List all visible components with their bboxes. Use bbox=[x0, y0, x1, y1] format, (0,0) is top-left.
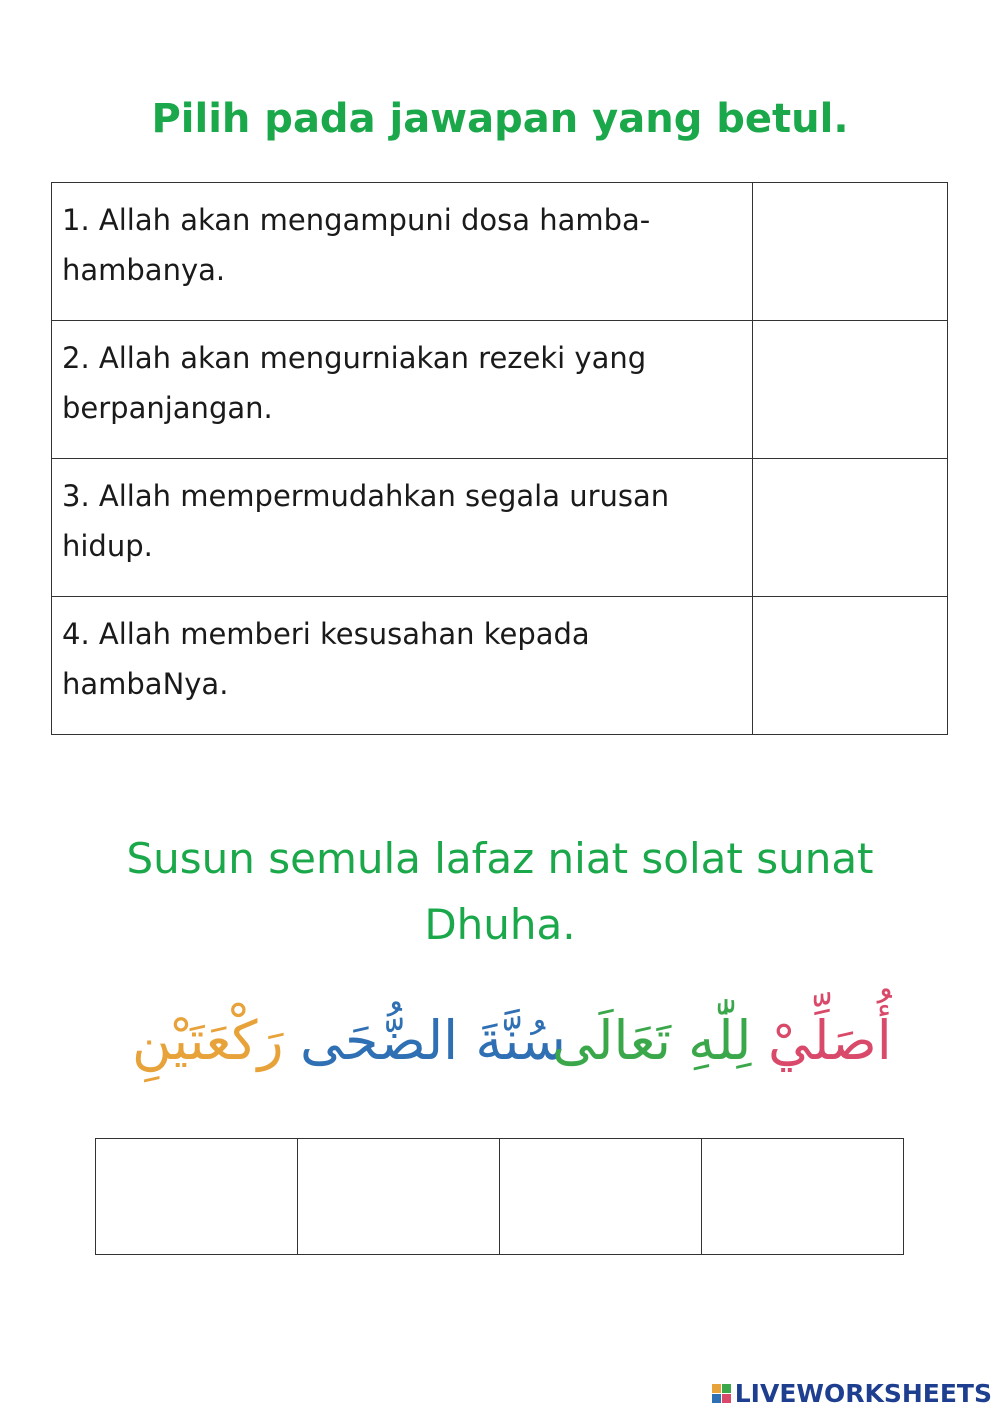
logo-text: LIVEWORKSHEETS bbox=[734, 1378, 992, 1408]
question-row bbox=[52, 183, 948, 321]
slots-row bbox=[96, 1139, 904, 1255]
logo-square bbox=[712, 1384, 721, 1393]
answer-box-4[interactable] bbox=[753, 597, 948, 735]
answer-box-2[interactable] bbox=[753, 321, 948, 459]
logo-square bbox=[722, 1384, 731, 1393]
drop-slot-3[interactable] bbox=[500, 1139, 702, 1255]
answer-box-3[interactable] bbox=[753, 459, 948, 597]
question-text bbox=[52, 183, 753, 321]
arabic-word-lillahi-taala[interactable]: لِلّٰهِ تَعَالَى bbox=[552, 1009, 752, 1072]
question-row bbox=[52, 459, 948, 597]
answer-box-1[interactable] bbox=[753, 183, 948, 321]
arabic-word-sunnata-dhuha[interactable]: سُنَّةَ الضُّحَى bbox=[300, 1009, 566, 1072]
question-text bbox=[52, 459, 753, 597]
drop-slot-2[interactable] bbox=[298, 1139, 500, 1255]
question-line: berpanjangan. bbox=[62, 391, 273, 425]
question-line: hambanya. bbox=[62, 253, 226, 287]
logo-mark-icon bbox=[712, 1384, 731, 1403]
question-line: 1. Allah akan mengampuni dosa hamba- bbox=[62, 203, 651, 237]
question-line: 3. Allah mempermudahkan segala urusan bbox=[62, 479, 670, 513]
logo-square bbox=[722, 1394, 731, 1403]
question-text bbox=[52, 597, 753, 735]
section1-title: Pilih pada jawapan yang betul. bbox=[151, 96, 849, 142]
arabic-word-rakaatain[interactable]: رَكْعَتَيْنِ bbox=[132, 1009, 284, 1072]
question-row bbox=[52, 597, 948, 735]
arabic-word-usolli[interactable]: أُصَلِّيْ bbox=[768, 1009, 892, 1072]
section2-title-line: Dhuha. bbox=[424, 900, 576, 949]
question-line: hidup. bbox=[62, 529, 153, 563]
section2-title bbox=[0, 826, 1000, 958]
question-text bbox=[52, 321, 753, 459]
drop-slot-4[interactable] bbox=[702, 1139, 904, 1255]
question-line: 2. Allah akan mengurniakan rezeki yang bbox=[62, 341, 647, 375]
question-line: 4. Allah memberi kesusahan kepada bbox=[62, 617, 590, 651]
logo-square bbox=[712, 1394, 721, 1403]
arrangement-table bbox=[95, 1138, 904, 1255]
arabic-word-bank bbox=[120, 996, 900, 1106]
question-row bbox=[52, 321, 948, 459]
question-line: hambaNya. bbox=[62, 667, 229, 701]
section2-title-line: Susun semula lafaz niat solat sunat bbox=[126, 834, 874, 883]
true-false-table bbox=[51, 182, 948, 735]
drop-slot-1[interactable] bbox=[96, 1139, 298, 1255]
liveworksheets-logo bbox=[712, 1379, 992, 1407]
